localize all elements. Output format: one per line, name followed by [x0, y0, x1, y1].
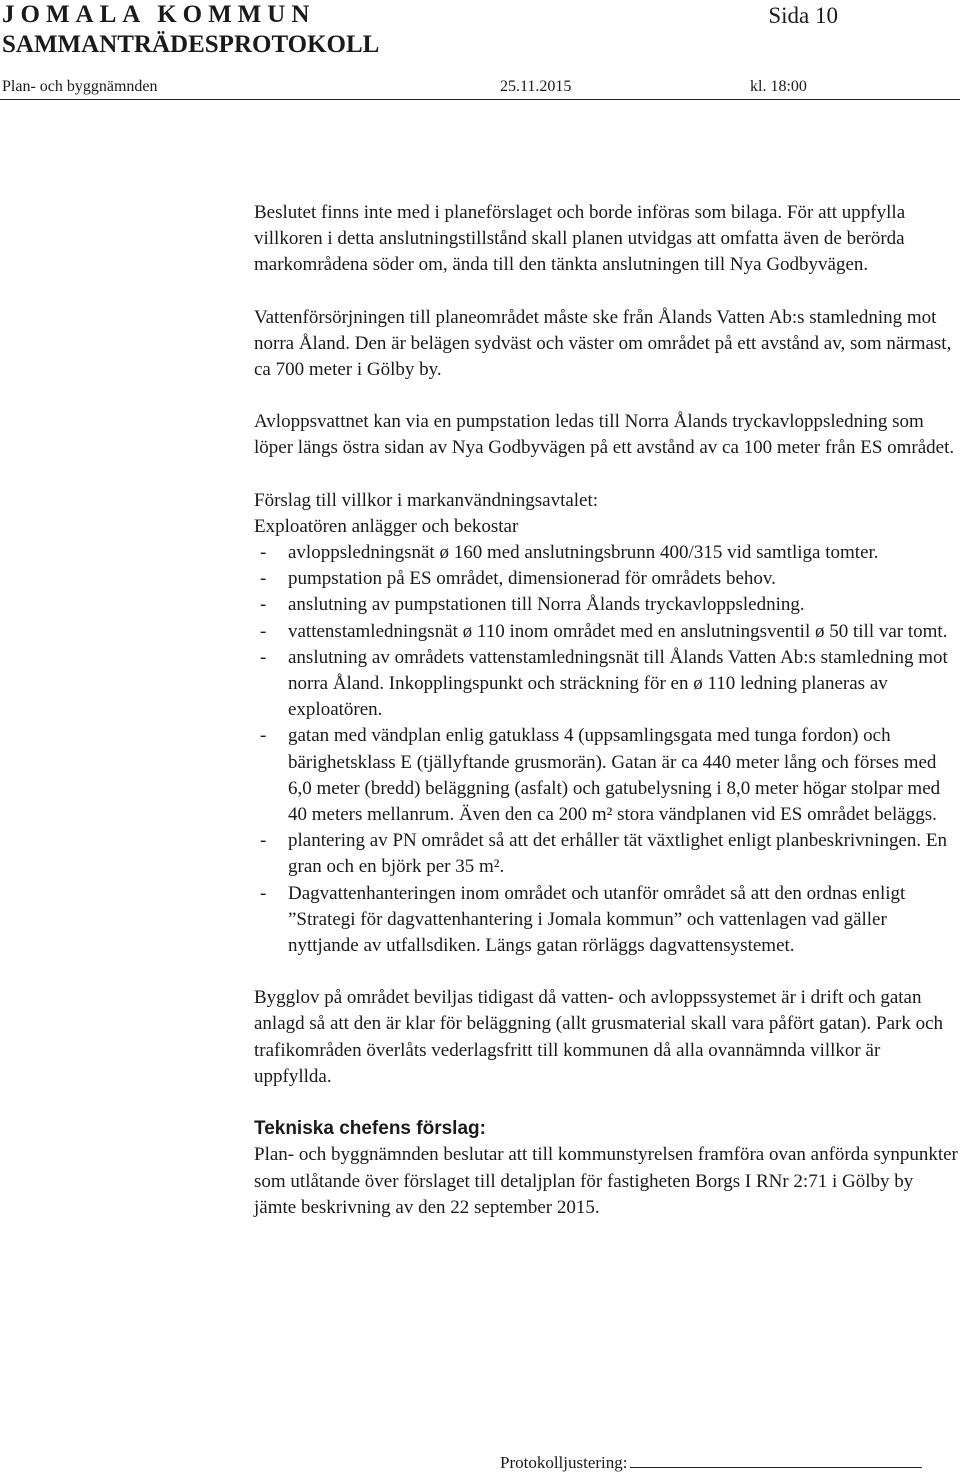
paragraph-water-supply: Vattenförsörjningen till planeområdet måste ske från Ålands Vatten Ab:s stamledning mot norra Åland. Den är belägen sydväst och väster om området på ett avstånd av, som närmast, ca 700 meter i Gölby by. [254, 306, 952, 381]
condition-item [254, 881, 959, 960]
page-number: Sida 10 [768, 3, 838, 28]
condition-text: gatan med vändplan enlig gatuklass 4 (uppsamlingsgata med tunga fordon) och bärighetsklass E (tjällyftande grusmorän). Gatan är ca 440 meter lång och förses med 6,0 meter (bredd) beläggning (asfalt) och gatubelysning i 8,0 meter högar stolpar med 40 meters mellanrum. Även den ca 200 m² stora vändplanen vid ES området beläggs. [288, 725, 941, 826]
condition-item [254, 645, 959, 724]
condition-item [254, 723, 959, 828]
document-type: SAMMANTRÄDESPROTOKOLL [2, 31, 380, 58]
paragraph-sewage: Avloppsvattnet kan via en pumpstation ledas till Norra Ålands tryckavloppsledning som löper längs östra sidan av Nya Godbyvägen på ett avstånd av ca 100 meter från ES området. [254, 411, 955, 459]
proposal-heading: Tekniska chefens förslag: [254, 1118, 486, 1140]
condition-item [254, 828, 959, 880]
condition-item [254, 566, 959, 592]
bullet-dash: - [260, 725, 267, 747]
condition-text: avloppsledningsnät ø 160 med anslutningsbrunn 400/315 vid samtliga tomter. [288, 542, 879, 564]
condition-text: Dagvattenhanteringen inom området och utanför området så att den ordnas enligt ”Strategi för dagvattenhantering i Jomala kommun” och vattenlagen vad gäller nyttjande av utfallsdiken. Längs gatan rörläggs dagvattensystemet. [288, 882, 906, 957]
bullet-dash: - [260, 830, 267, 852]
conditions-intro: Förslag till villkor i markanvändningsavtalet: [254, 489, 599, 511]
bullet-dash: - [260, 542, 267, 564]
condition-item [254, 619, 959, 645]
proposal-section [254, 1116, 959, 1221]
paragraph-decision: Beslutet finns inte med i planeförslaget och borde införas som bilaga. För att uppfylla villkoren i detta anslutningstillstånd skall planen utvidgas att omfatta även de berörda markområdena söder om, ända till den tänkta anslutningen till Nya Godbyvägen. [254, 202, 906, 276]
bullet-dash: - [260, 594, 267, 616]
bullet-dash: - [260, 620, 267, 642]
conditions-list [254, 540, 959, 959]
org-name: JOMALA KOMMUN [2, 1, 316, 28]
bullet-dash: - [260, 568, 267, 590]
condition-text: vattenstamledningsnät ø 110 inom området med en anslutningsventil ø 50 till var tomt. [288, 620, 948, 642]
meeting-time: kl. 18:00 [750, 78, 807, 95]
protocol-check-label: Protokolljustering: [500, 1453, 628, 1472]
signature-line [630, 1453, 922, 1468]
protocol-check [500, 1451, 922, 1475]
meeting-date: 25.11.2015 [500, 78, 572, 95]
proposal-text: Plan- och byggnämnden beslutar att till kommunstyrelsen framföra ovan anförda synpunkter som utlåtande över förslaget till detaljplan för fastigheten Borgs I RNr 2:71 i Gölby by jämte beskrivning av den 22 september 2015. [254, 1144, 958, 1218]
condition-text: pumpstation på ES området, dimensionerad för områdets behov. [288, 568, 776, 590]
header-divider [0, 99, 960, 100]
condition-text: anslutning av pumpstationen till Norra Ålands tryckavloppsledning. [288, 594, 805, 616]
committee-name: Plan- och byggnämnden [2, 78, 158, 95]
bullet-dash: - [260, 882, 267, 904]
condition-text: anslutning av områdets vattenstamledningsnät till Ålands Vatten Ab:s stamledning mot norra Åland. Inkopplingspunkt och sträckning för en ø 110 ledning planeras av exploatören. [288, 646, 948, 721]
paragraph-building-permit: Bygglov på området beviljas tidigast då vatten- och avloppssystemet är i drift och gatan anlagd så att den är klar för beläggning (allt grusmaterial skall vara påfört gatan). Park och trafikområden överlåts vederlagsfritt till kommunen då alla ovannämnda villkor är uppfyllda. [254, 987, 944, 1087]
condition-item [254, 592, 959, 618]
condition-item [254, 540, 959, 566]
condition-text: plantering av PN området så att det erhåller tät växtlighet enligt planbeskrivningen. En gran och en björk per 35 m². [288, 830, 947, 878]
document-body [254, 200, 959, 1221]
conditions-subintro: Exploatören anlägger och bekostar [254, 515, 519, 537]
bullet-dash: - [260, 646, 267, 668]
